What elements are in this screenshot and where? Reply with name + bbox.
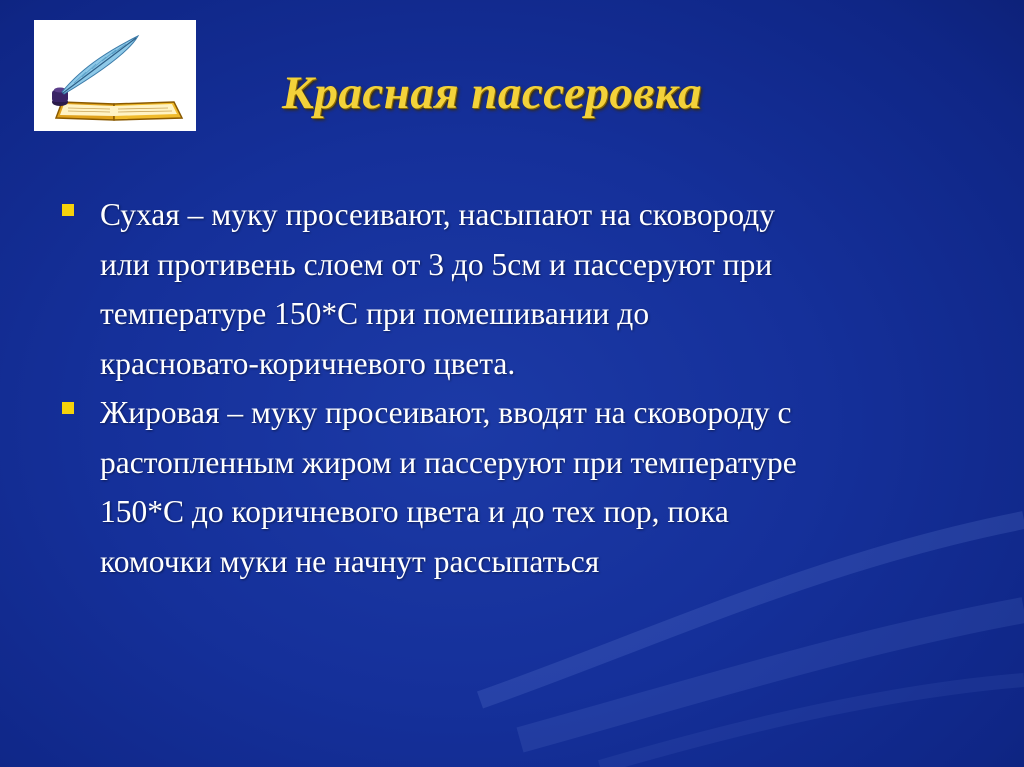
bullet-text-line: комочки муки не начнут рассыпаться: [100, 543, 600, 579]
bullet-marker: [62, 402, 74, 414]
bullet-text-line: Жировая – муку просеивают, вводят на сковороду с: [100, 395, 792, 430]
bullet-marker: [62, 204, 74, 216]
bullet-text-line: 150*С до коричневого цвета и до тех пор, пока: [100, 494, 729, 529]
bullet-item-dry: [60, 190, 980, 388]
bullet-item-fat: [60, 388, 980, 586]
bullet-text-line: красновато-коричневого цвета.: [100, 345, 516, 381]
quill-and-book-icon: [34, 20, 196, 131]
bullet-text-line: растопленным жиром и пассеруют при температуре: [100, 444, 797, 480]
bullet-list: [60, 190, 980, 586]
logo: [34, 20, 196, 131]
bullet-text-line: температуре 150*С при помешивании до: [100, 296, 650, 331]
slide-title: Красная пассеровка: [282, 67, 703, 119]
bullet-text-line: или противень слоем от 3 до 5см и пассеруют при: [100, 246, 773, 282]
bullet-text-line: Сухая – муку просеивают, насыпают на сковороду: [100, 197, 776, 232]
